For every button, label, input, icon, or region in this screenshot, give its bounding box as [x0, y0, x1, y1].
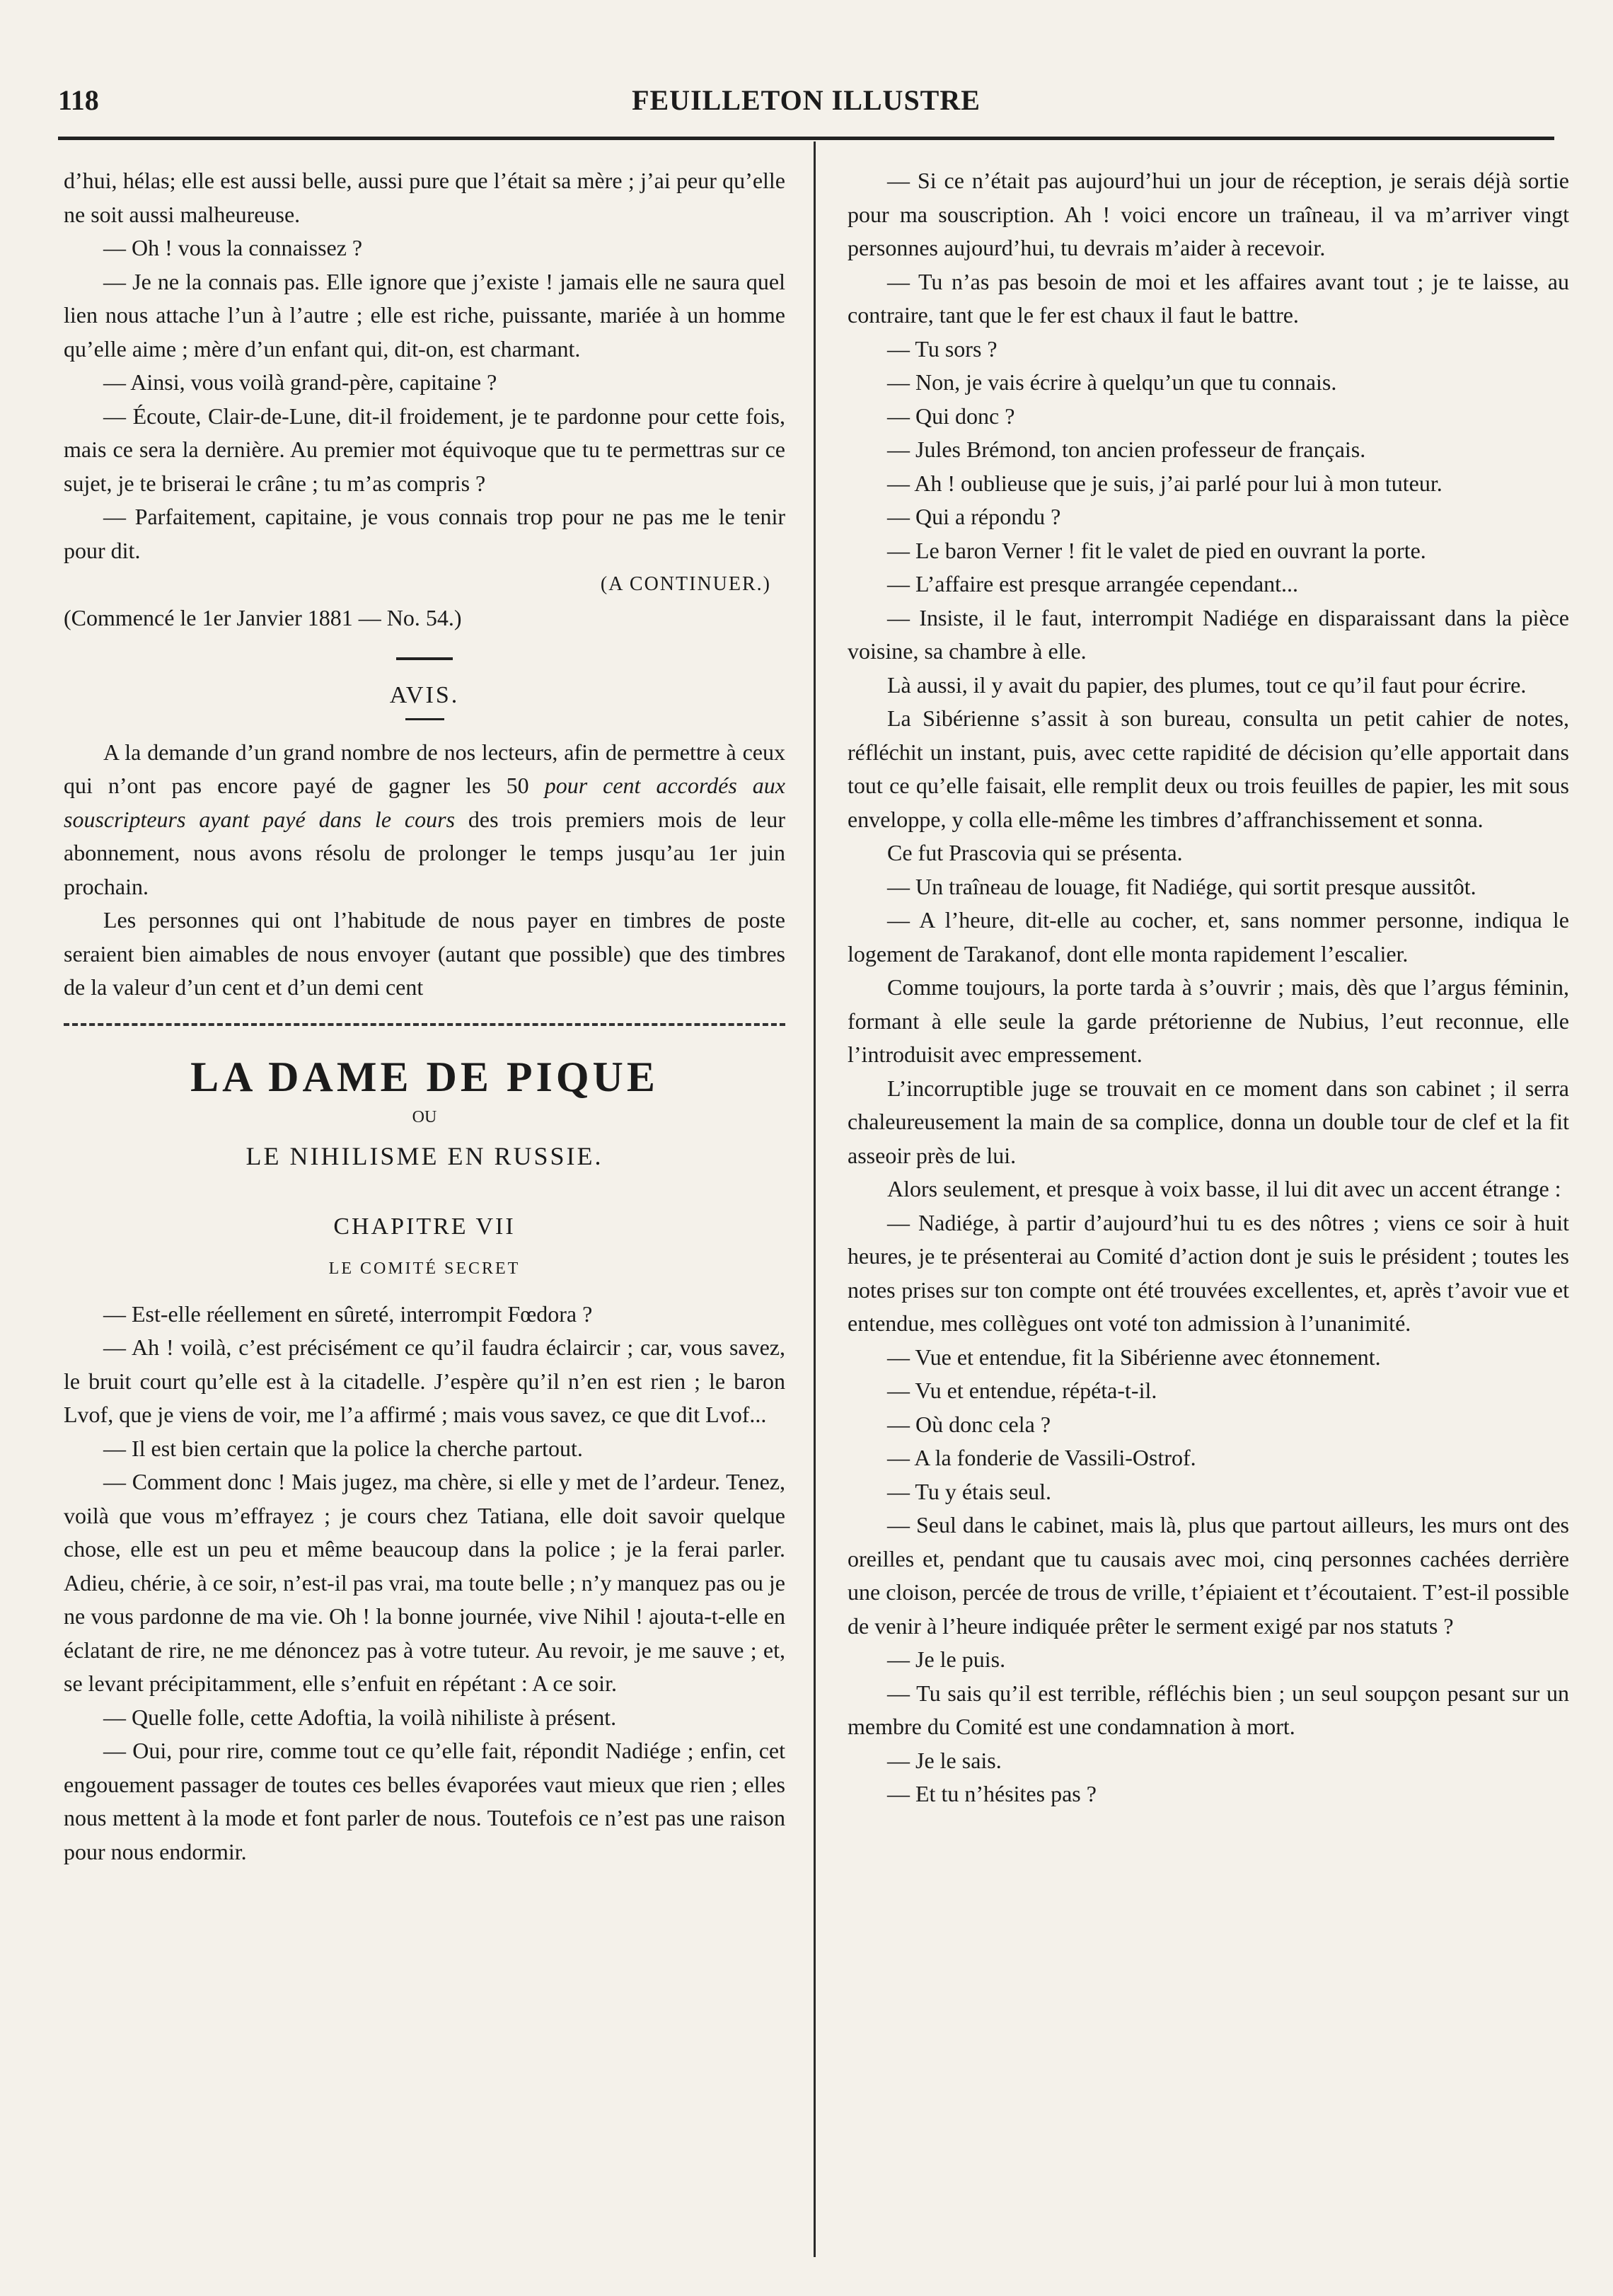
section-rule	[405, 718, 444, 720]
notice-italic-text: pour cent accordés aux souscripteurs ayant payé dans le cours	[64, 773, 786, 832]
paragraph: — Ainsi, vous voilà grand-père, capitaine ?	[103, 369, 497, 395]
paragraph: Comme toujours, la porte tarda à s’ouvrir ; mais, dès que l’argus féminin, formant à elle seule la garde prétorienne de Nubius, l’eut reconnue, elle l’introduisit avec empressement.	[848, 974, 1569, 1067]
chapter-heading: CHAPITRE VII	[333, 1213, 516, 1240]
running-title: FEUILLETON ILLUSTRE	[632, 84, 981, 116]
paragraph: — Insiste, il le faut, interrompit Nadiége en disparaissant dans la pièce voisine, sa chambre à elle.	[848, 604, 1569, 664]
paragraph: — Le baron Verner ! fit le valet de pied en ouvrant la porte.	[887, 537, 1426, 563]
page-number: 118	[58, 84, 99, 116]
paragraph: — Et tu n’hésites pas ?	[887, 1781, 1097, 1806]
paragraph: — A la fonderie de Vassili-Ostrof.	[887, 1445, 1196, 1470]
notice-text: A la demande d’un grand nombre de nos lecteurs, afin de permettre à ceux qui n’ont pas encore payé de gagner les 50	[64, 739, 785, 798]
paragraph: — Comment donc ! Mais jugez, ma chère, si elle y met de l’ardeur. Tenez, voilà que vous m’effrayez ; je cours chez Tatiana, elle doit savoir quelque chose, elle est un peu et même beaucoup dans la police ; je la ferai parler. Adieu, chérie, à ce soir, n’est-il pas vrai, ma toute belle ; n’y manquez pas ou je ne vous pardonne de ma vie. Oh ! la bonne journée, vive Nihil ! ajouta-t-elle en éclatant de rire, ne me dénoncez pas à votre tuteur. Au revoir, je me sauve ; et, se levant précipitamment, elle s’enfuit en répétant : A ce soir.	[64, 1469, 785, 1696]
notice-title: AVIS.	[389, 682, 460, 708]
paragraph: — Tu y étais seul.	[887, 1478, 1052, 1504]
page-header	[58, 83, 1554, 133]
dashed-separator	[64, 1023, 785, 1026]
paragraph: — A l’heure, dit-elle au cocher, et, sans nommer personne, indiqua le logement de Tarakanof, dont elle monta rapidement l’escalier.	[848, 907, 1569, 967]
paragraph: — Je ne la connais pas. Elle ignore que j’existe ! jamais elle ne saura quel lien nous attache l’un à l’autre ; elle est riche, puissante, mariée à un homme qu’elle aime ; mère d’un enfant qui, dit-on, est charmant.	[64, 268, 785, 362]
paragraph: — Qui donc ?	[887, 403, 1015, 429]
paragraph: — Ah ! voilà, c’est précisément ce qu’il faudra éclaircir ; car, vous savez, le bruit court qu’elle est à la citadelle. J’espère qu’il n’en est rien ; le baron Lvof, que je viens de voir, me l’a affirmé ; mais vous savez, ce que dit Lvof...	[64, 1334, 785, 1427]
paragraph: — Parfaitement, capitaine, je vous connais trop pour ne pas me le tenir pour dit.	[64, 504, 785, 563]
notice-paragraph	[64, 736, 785, 904]
paragraph: — Tu n’as pas besoin de moi et les affaires avant tout ; je te laisse, au contraire, tant que le fer est chaux il faut le battre.	[848, 268, 1569, 328]
paragraph: — Seul dans le cabinet, mais là, plus que partout ailleurs, les murs ont des oreilles et, pendant que tu causais avec moi, cinq personnes cachées derrière une cloison, percée de trous de vrille, t’épiaient et t’écoutaient. T’est-il possible de venir à l’heure indiquée prêter le serment exigé par nos statuts ?	[848, 1512, 1569, 1639]
paragraph: — Non, je vais écrire à quelqu’un que tu connais.	[887, 369, 1337, 395]
paragraph: Ce fut Prascovia qui se présenta.	[887, 840, 1183, 865]
paragraph: — Jules Brémond, ton ancien professeur de français.	[887, 437, 1366, 462]
section-rule	[396, 657, 453, 660]
paragraph: — Nadiége, à partir d’aujourd’hui tu es des nôtres ; viens ce soir à huit heures, je te présenterai au Comité d’action dont je suis le président ; toutes les notes prises sur ton compte ont été trouvées excellentes, et, après t’avoir vue et entendue, mes collègues ont voté ton admission à l’unanimité.	[848, 1209, 1569, 1336]
paragraph: Alors seulement, et presque à voix basse, il lui dit avec un accent étrange :	[887, 1176, 1561, 1201]
story-connector: OU	[412, 1107, 437, 1126]
paragraph: — Tu sais qu’il est terrible, réfléchis bien ; un seul soupçon pesant sur un membre du Comité est une condamnation à mort.	[848, 1680, 1569, 1739]
paragraph: — Il est bien certain que la police la cherche partout.	[103, 1435, 583, 1461]
paragraph: — Tu sors ?	[887, 335, 998, 362]
header-rule	[58, 137, 1554, 140]
paragraph: — Vue et entendue, fit la Sibérienne avec étonnement.	[887, 1344, 1381, 1370]
paragraph: — Oh ! vous la connaissez ?	[103, 235, 363, 260]
paragraph: — Vu et entendue, répéta-t-il.	[887, 1378, 1157, 1403]
paragraph: — Ah ! oublieuse que je suis, j’ai parlé pour lui à mon tuteur.	[887, 470, 1443, 496]
paragraph: — Si ce n’était pas aujourd’hui un jour de réception, je serais déjà sortie pour ma souscription. Ah ! voici encore un traîneau, il va m’arriver vingt personnes aujourd’hui, tu devrais m’aider à recevoir.	[848, 168, 1569, 260]
paragraph: — Qui a répondu ?	[887, 504, 1061, 529]
paragraph: — Où donc cela ?	[887, 1411, 1051, 1437]
paragraph: Là aussi, il y avait du papier, des plumes, tout ce qu’il faut pour écrire.	[887, 671, 1527, 698]
paragraph: — Un traîneau de louage, fit Nadiége, qui sortit presque aussitôt.	[887, 873, 1476, 899]
notice-paragraph: Les personnes qui ont l’habitude de nous payer en timbres de poste seraient bien aimables de nous envoyer (autant que possible) que des timbres de la valeur d’un cent et d’un demi cent	[64, 907, 785, 1000]
notice-text: des trois premiers mois de leur abonnement, nous avons résolu de prolonger le temps jusqu’au 1er juin prochain.	[64, 806, 786, 899]
right-column	[848, 164, 1569, 1811]
paragraph: — Écoute, Clair-de-Lune, dit-il froidement, je te pardonne pour cette fois, mais ce sera la dernière. Au premier mot équivoque que tu te permettras sur ce sujet, je te briserai le crâne ; tu m’as compris ?	[64, 403, 785, 496]
paragraph: — Je le puis.	[887, 1646, 1006, 1672]
chapter-subtitle: LE COMITÉ SECRET	[328, 1259, 521, 1278]
paragraph: — Oui, pour rire, comme tout ce qu’elle fait, répondit Nadiége ; enfin, cet engouement passager de toutes ces belles évaporées vaut mieux que rien ; elles nous mettent à la mode et font parler de nous. Toutefois ce n’est pas une raison pour nous endormir.	[64, 1738, 785, 1864]
paragraph: — L’affaire est presque arrangée cependant...	[887, 571, 1299, 596]
story-title: LA DAME DE PIQUE	[190, 1053, 659, 1100]
paragraph: — Je le sais.	[887, 1747, 1002, 1773]
paragraph: d’hui, hélas; elle est aussi belle, aussi pure que l’était sa mère ; j’ai peur qu’elle ne soit aussi malheureuse.	[64, 168, 785, 227]
story-subtitle: LE NIHILISME EN RUSSIE.	[245, 1141, 603, 1170]
paragraph: La Sibérienne s’assit à son bureau, consulta un petit cahier de notes, réfléchit un instant, puis, avec cette rapidité de décision qu’elle apportait dans tout ce qu’elle faisait, elle remplit deux ou trois feuilles de papier, les mit sous enveloppe, y colla elle-même les timbres d’affranchissement et sonna.	[848, 705, 1569, 832]
serial-start-note: (Commencé le 1er Janvier 1881 — No. 54.)	[64, 604, 462, 630]
paragraph: — Quelle folle, cette Adoftia, la voilà nihiliste à présent.	[103, 1704, 617, 1730]
paragraph: — Est-elle réellement en sûreté, interrompit Fœdora ?	[103, 1300, 593, 1327]
to-continue-note: (A CONTINUER.)	[600, 573, 771, 595]
column-divider	[814, 142, 816, 2257]
paragraph: L’incorruptible juge se trouvait en ce moment dans son cabinet ; il serra chaleureusement la main de sa complice, donna un double tour de clef et la fit asseoir près de lui.	[848, 1075, 1569, 1168]
left-column	[64, 164, 785, 1869]
